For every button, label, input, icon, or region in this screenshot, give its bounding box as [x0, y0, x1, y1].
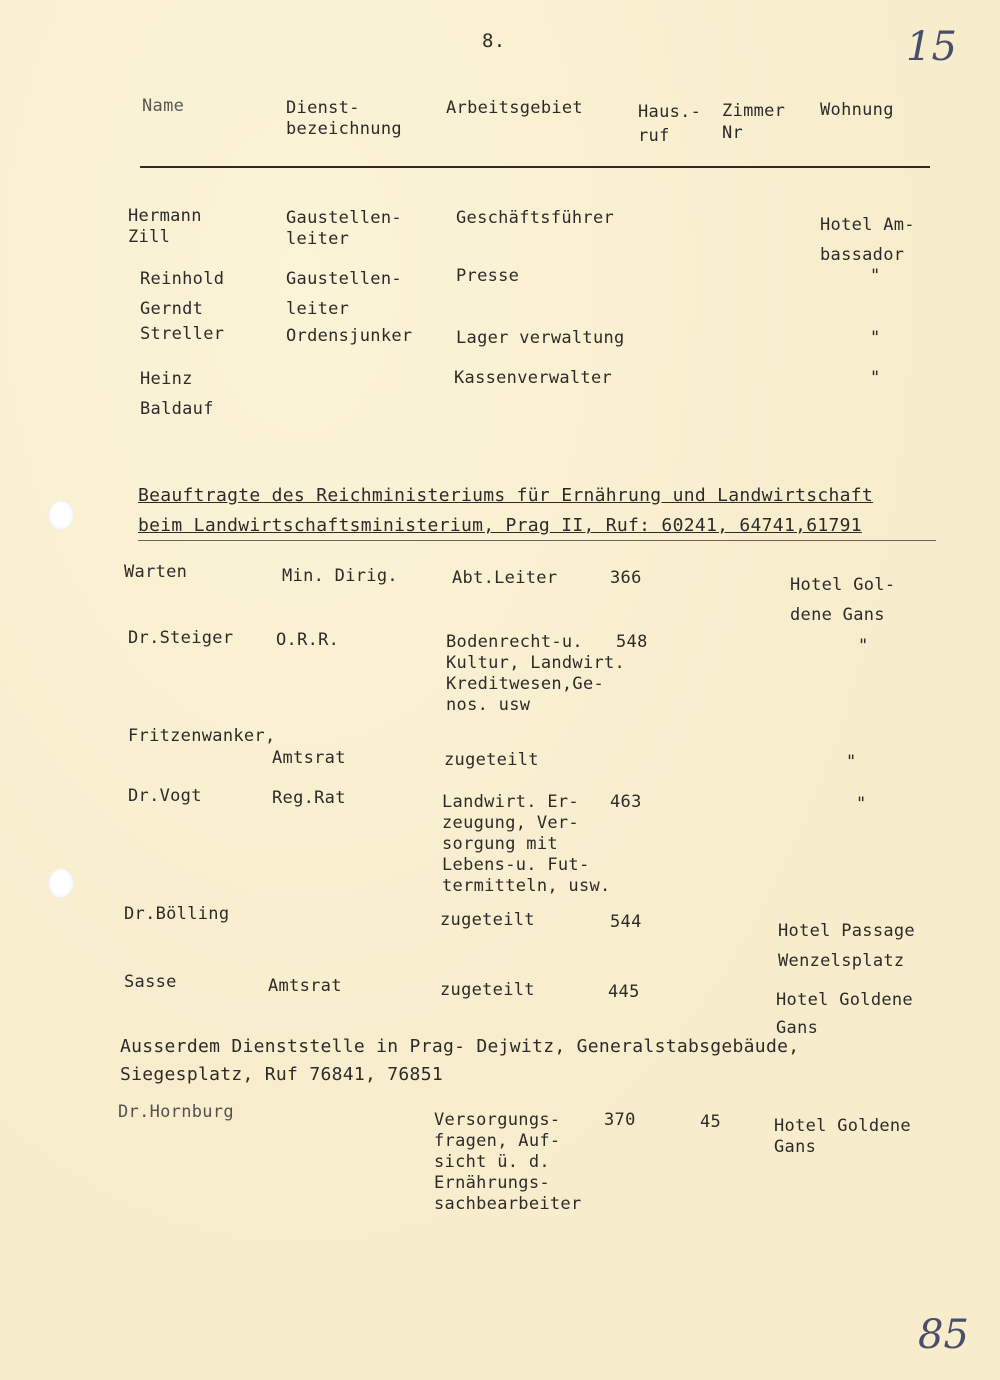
s3-row1-wohnung: Hotel Goldene Gans — [774, 1116, 911, 1157]
punch-hole-bottom — [48, 868, 74, 898]
s2-row4-name: Dr.Vogt — [128, 786, 202, 806]
s3-row1-haus: 370 — [604, 1110, 636, 1130]
header-rule — [140, 166, 930, 168]
section3-note-line1: Ausserdem Dienststelle in Prag- Dejwitz, Generalstabsgebäude, — [120, 1036, 800, 1057]
s2-row5-arbeit: zugeteilt — [440, 910, 535, 930]
s1-row3-name: Streller — [140, 324, 225, 344]
header-zimmer-nr: Zimmer Nr — [722, 101, 786, 143]
s1-row3-dienst: Ordensjunker — [286, 326, 413, 346]
s2-row6-haus: 445 — [608, 982, 640, 1002]
s2-row4-haus: 463 — [610, 792, 642, 812]
s1-row2-wohnung: " — [870, 266, 881, 286]
s1-row1-arbeit: Geschäftsführer — [456, 208, 615, 228]
s3-row1-zimmer: 45 — [700, 1112, 722, 1132]
s2-row4-wohnung: " — [856, 794, 867, 814]
s2-row4-dienst: Reg.Rat — [272, 788, 346, 808]
s2-row1-wohnung: Hotel Gol- dene Gans — [790, 575, 896, 625]
s1-row4-arbeit: Kassenverwalter — [454, 368, 613, 388]
s1-row4-name: Heinz Baldauf — [140, 369, 214, 419]
s2-row6-wohnung: Hotel Goldene Gans — [776, 990, 913, 1038]
header-name: Name — [142, 96, 185, 116]
s2-row3-dienst: Amtsrat — [272, 748, 346, 768]
page-number: 8. — [482, 30, 506, 52]
s2-row3-name: Fritzenwanker, — [128, 726, 276, 746]
s2-row2-haus: 548 — [616, 632, 648, 652]
folio-number-top: 15 — [906, 24, 957, 70]
punch-hole-top — [48, 500, 74, 530]
s1-row1-wohnung: Hotel Am- bassador — [820, 215, 915, 265]
s1-row1-dienst: Gaustellen- leiter — [286, 208, 402, 249]
header-wohnung: Wohnung — [820, 100, 894, 120]
s2-row4-arbeit: Landwirt. Er- zeugung, Ver- sorgung mit Lebens-u. Fut- termitteln, usw. — [442, 792, 611, 896]
s2-row1-dienst: Min. Dirig. — [282, 566, 398, 586]
s3-row1-arbeit: Versorgungs- fragen, Auf- sicht ü. d. Ernährungs- sachbearbeiter — [434, 1110, 582, 1214]
s2-row1-name: Warten — [124, 562, 188, 582]
s2-row6-name: Sasse — [124, 972, 177, 992]
s2-row6-arbeit: zugeteilt — [440, 980, 535, 1000]
section2-heading-line1: Beauftragte des Reichministeriums für Ernährung und Landwirtschaft — [138, 485, 874, 506]
folio-number-bottom: 85 — [918, 1312, 969, 1358]
s2-row5-wohnung: Hotel Passage Wenzelsplatz — [778, 921, 915, 971]
s2-row3-wohnung: " — [846, 752, 857, 772]
s1-row4-wohnung: " — [870, 368, 881, 388]
s2-row3-arbeit: zugeteilt — [444, 750, 539, 770]
s2-row2-wohnung: " — [858, 636, 869, 656]
s1-row3-arbeit: Lager verwaltung — [456, 328, 625, 348]
s2-row1-arbeit: Abt.Leiter — [452, 568, 558, 588]
section2-heading-rule — [138, 540, 936, 541]
s2-row5-haus: 544 — [610, 912, 642, 932]
s2-row2-arbeit: Bodenrecht-u. Kultur, Landwirt. Kreditwesen,Ge- nos. usw — [446, 632, 626, 715]
s1-row2-dienst: Gaustellen- leiter — [286, 269, 402, 319]
s1-row3-wohnung: " — [870, 328, 881, 348]
s3-row1-name: Dr.Hornburg — [118, 1102, 234, 1122]
s2-row2-dienst: O.R.R. — [276, 630, 340, 650]
s1-row1-name: Hermann Zill — [128, 206, 202, 247]
header-hausruf: Haus.- ruf — [638, 102, 702, 146]
s1-row2-name: Reinhold Gerndt — [140, 269, 225, 319]
s2-row1-haus: 366 — [610, 568, 642, 588]
header-arbeitsgebiet: Arbeitsgebiet — [446, 98, 583, 118]
s2-row6-dienst: Amtsrat — [268, 976, 342, 996]
section2-heading-line2: beim Landwirtschaftsministerium, Prag II, Ruf: 60241, 64741,61791 — [138, 515, 862, 536]
header-dienstbezeichnung: Dienst- bezeichnung — [286, 98, 402, 139]
section3-note-line2: Siegesplatz, Ruf 76841, 76851 — [120, 1064, 443, 1085]
s2-row5-name: Dr.Bölling — [124, 904, 230, 924]
s1-row2-arbeit: Presse — [456, 266, 520, 286]
s2-row2-name: Dr.Steiger — [128, 628, 234, 648]
